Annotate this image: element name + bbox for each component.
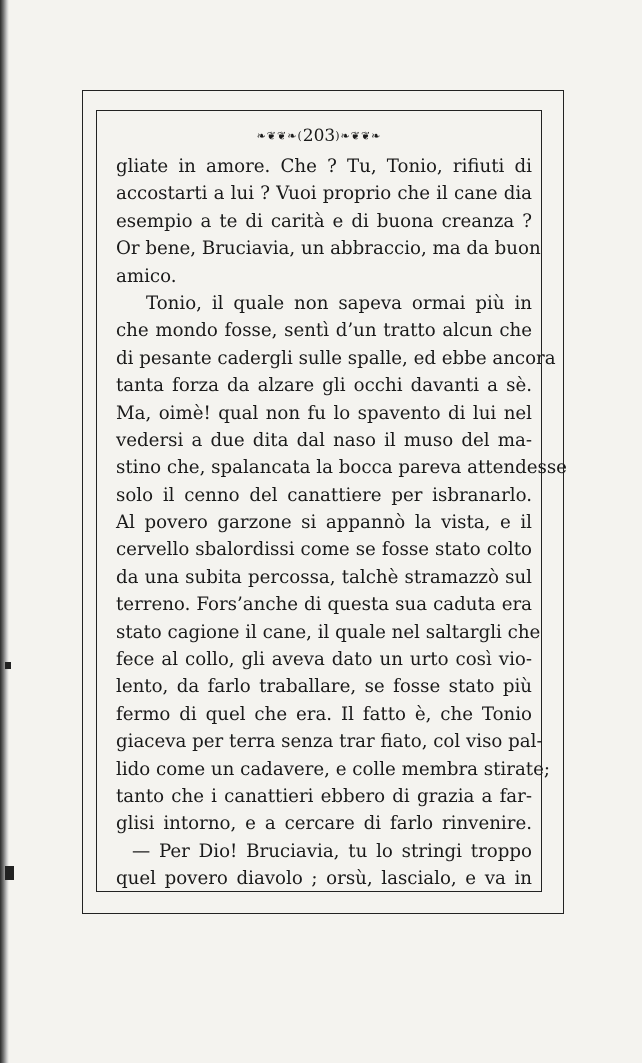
page-header [96, 124, 542, 149]
text-line: Tonio, il quale non sapeva ormai più in [146, 292, 532, 314]
text-line: solo il cenno del canattiere per isbranarlo. [116, 484, 532, 506]
text-line: lento, da farlo traballare, se fosse stato più [116, 676, 532, 698]
text-line: quel povero diavolo ; orsù, lascialo, e va in [116, 868, 532, 890]
text-line: esempio a te di carità e di buona creanza ? [116, 210, 532, 232]
text-line: — Per Dio! Bruciavia, tu lo stringi troppo [132, 840, 532, 862]
margin-mark [5, 866, 14, 880]
text-line: vedersi a due dita dal naso il muso del ma- [116, 429, 532, 451]
text-line: Ma, oimè! qual non fu lo spavento di lui nel [116, 402, 532, 424]
text-line: stato cagione il cane, il quale nel saltargli che [116, 621, 541, 643]
text-line: Or bene, Bruciavia, un abbraccio, ma da buon [116, 238, 541, 260]
text-line: terreno. Fors’anche di questa sua caduta era [116, 594, 532, 616]
text-line: giaceva per terra senza trar fiato, col viso pal- [116, 731, 543, 753]
text-line: tanta forza da alzare gli occhi davanti a sè. [116, 375, 532, 397]
header-right-ornament: )❧❦❦❧ [335, 129, 382, 143]
text-line: gliate in amore. Che ? Tu, Tonio, rifiuti di [116, 156, 532, 177]
book-spine-edge [0, 0, 9, 1063]
body-text [116, 153, 567, 893]
text-line: lido come un cadavere, e colle membra stirate; [116, 758, 550, 780]
text-line: da una subita percossa, talchè stramazzò sul [116, 566, 532, 588]
text-line: fece al collo, gli aveva dato un urto così vio- [116, 649, 532, 671]
text-line: amico. [116, 265, 177, 287]
text-line: stino che, spalancata la bocca pareva attendesse [116, 457, 567, 479]
text-line: che mondo fosse, sentì d’un tratto alcun che [116, 320, 532, 342]
page-number: 203 [302, 126, 336, 146]
text-line: di pesante cadergli sulle spalle, ed ebbe ancora [116, 347, 556, 369]
header-left-ornament: ❧❦❦❧( [256, 129, 303, 143]
text-line: Al povero garzone si appannò la vista, e il [116, 512, 532, 534]
text-line: fermo di quel che era. Il fatto è, che Tonio [116, 703, 532, 725]
text-line: cervello sbalordissi come se fosse stato colto [116, 539, 532, 561]
text-line: tanto che i canattieri ebbero di grazia a far- [116, 785, 532, 807]
margin-mark [5, 662, 11, 669]
text-line: glisi intorno, e a cercare di farlo rinvenire. [116, 813, 532, 835]
text-line: accostarti a lui ? Vuoi proprio che il cane dia [116, 183, 532, 205]
